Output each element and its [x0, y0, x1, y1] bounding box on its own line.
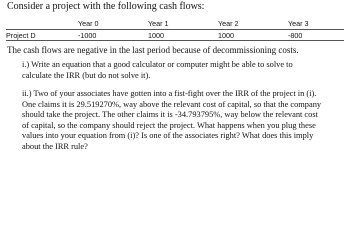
table-header-divider [6, 29, 344, 30]
question-ii-line: One claims it is 29.519270%, way above the relevant cost of capital, so that the company [22, 99, 322, 109]
question-ii-line: values into your equation from (i)? Is one of the associates right? What does this imply [22, 131, 314, 140]
header-year-0: Year 0 [78, 19, 99, 28]
intro-text: Consider a project with the following cash flows: [7, 1, 205, 12]
question-i-line: calculate the IRR (but do not solve it). [22, 70, 151, 80]
question-ii-line: ii.) Two of your associates have gotten into a fist-fight over the IRR of the project in (i). [22, 89, 317, 98]
value-year-3: -800 [288, 31, 303, 40]
question-i-line: i.) Write an equation that a good calculator or computer might be able to solve to [22, 60, 293, 69]
header-year-1: Year 1 [148, 19, 169, 28]
header-year-2: Year 2 [218, 19, 239, 28]
decommissioning-note: The cash flows are negative in the last period because of decommissioning costs. [7, 45, 299, 55]
row-label: Project D [6, 31, 36, 40]
question-ii-line: of capital, so the company should reject the project. What happens when you plug these [22, 120, 316, 130]
question-ii [22, 89, 348, 152]
question-ii-line: should take the project. The other claims it is -34.793795%, way below the relevant cost [22, 110, 318, 119]
question-i [22, 60, 348, 81]
header-year-3: Year 3 [288, 19, 309, 28]
cash-flow-table [6, 17, 344, 41]
value-year-2: 1000 [218, 31, 234, 40]
value-year-1: 1000 [148, 31, 164, 40]
table-bottom-border [6, 40, 344, 41]
question-ii-line: about the IRR rule? [22, 141, 88, 151]
value-year-0: -1000 [78, 31, 97, 40]
